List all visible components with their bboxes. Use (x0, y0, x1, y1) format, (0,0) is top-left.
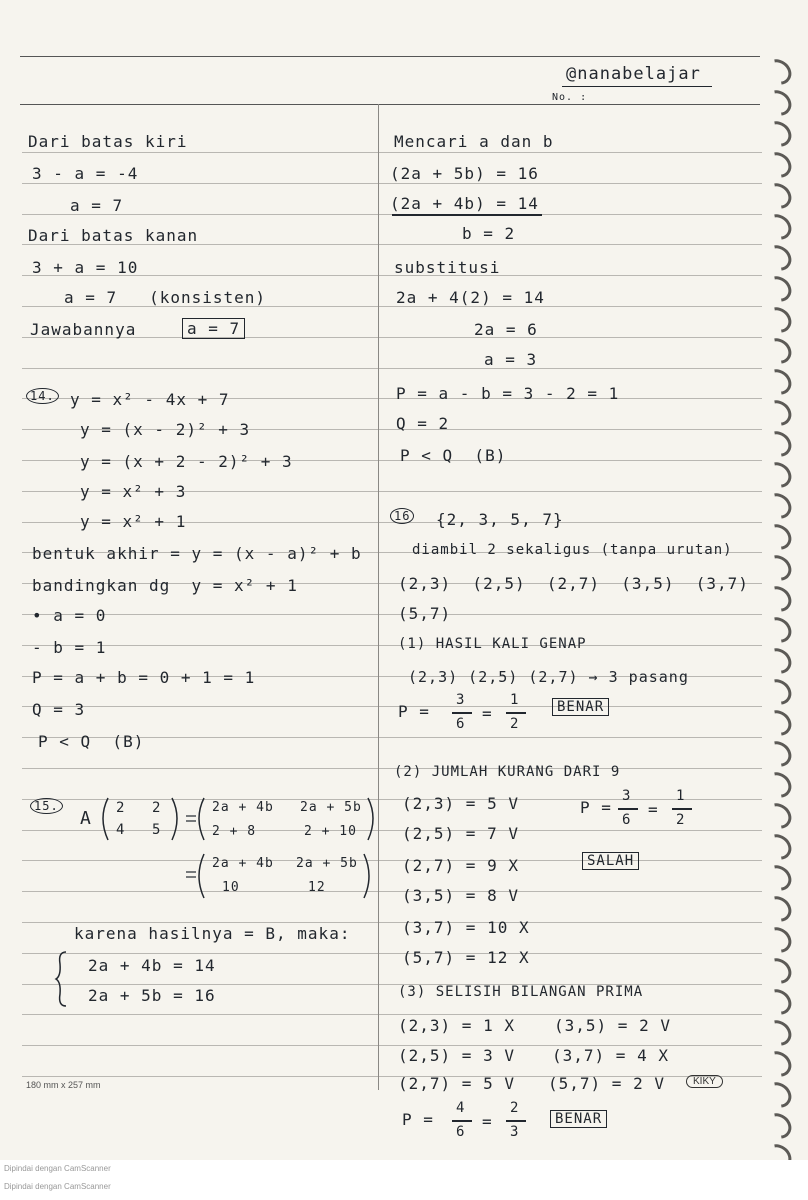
verdict-box: BENAR (550, 1110, 607, 1128)
text-line: (3,5) = 8 V (402, 886, 519, 905)
equals-sign: = (482, 1112, 493, 1131)
text-line: 2a + 4(2) = 14 (396, 288, 545, 307)
text-line: (3,7) = 10 X (402, 918, 530, 937)
matrix-label: A (80, 808, 92, 829)
text-line: (2a + 5b) = 16 (390, 164, 539, 183)
binding-ring (760, 302, 797, 338)
ruled-line (22, 368, 762, 369)
matrix-cell: 10 (222, 880, 240, 895)
binding-ring (760, 1139, 797, 1160)
matrix-cell: 2a + 5b (300, 800, 362, 815)
text-line: y = x² + 3 (80, 482, 187, 501)
binding-ring (760, 54, 797, 90)
text-line: (3,5) = 2 V (554, 1016, 671, 1035)
matrix-cell: 2 + 8 (212, 824, 257, 839)
text-line: P < Q (B) (38, 732, 145, 751)
text-line: Q = 3 (32, 700, 86, 719)
text-line: (2,3) = 1 X (398, 1016, 515, 1035)
fraction-bar (672, 808, 692, 810)
text-line: y = (x + 2 - 2)² + 3 (80, 452, 293, 471)
binding-ring (760, 364, 797, 400)
text-line: (3,7) = 4 X (552, 1046, 669, 1065)
fraction-term: 1 (510, 692, 520, 708)
binding-ring (760, 1015, 797, 1051)
binding-ring (760, 860, 797, 896)
text-line: {2, 3, 5, 7} (436, 510, 564, 529)
author-handle: @nanabelajar (566, 64, 701, 84)
binding-ring (760, 581, 797, 617)
page-number-label: No. : (552, 92, 588, 103)
fraction-term: 3 (622, 788, 632, 804)
text-line: Jawabannya (30, 320, 137, 339)
binding-ring (760, 488, 797, 524)
fraction-bar (452, 712, 472, 714)
binding-ring (760, 953, 797, 989)
text-line: P = a - b = 3 - 2 = 1 (396, 384, 620, 403)
binding-ring (760, 674, 797, 710)
system-brace (54, 950, 68, 1008)
fraction-term: 6 (456, 716, 466, 732)
binding-ring (760, 209, 797, 245)
text-line: 2a + 5b = 16 (88, 986, 216, 1005)
text-line: b = 2 (462, 224, 516, 243)
text-line: 2a = 6 (474, 320, 538, 339)
text-line: a = 7 (konsisten) (64, 288, 267, 307)
binding-ring (760, 1046, 797, 1082)
text-line: y = x² - 4x + 7 (70, 390, 230, 409)
text-line: a = 3 (484, 350, 538, 369)
text-line: (2,5) = 7 V (402, 824, 519, 843)
ruled-line (22, 984, 762, 985)
binding-ring (760, 395, 797, 431)
binding-ring (760, 984, 797, 1020)
binding-ring (760, 1077, 797, 1113)
fraction-term: 6 (456, 1124, 466, 1140)
binding-ring (760, 922, 797, 958)
fraction-term: 2 (510, 1100, 520, 1116)
probability-label: P = (398, 702, 430, 721)
binding-ring (760, 767, 797, 803)
matrix-cell: 2a + 4b (212, 856, 274, 871)
text-line: substitusi (394, 258, 501, 277)
boxed-answer: a = 7 (182, 318, 245, 339)
ruled-line (22, 152, 762, 153)
text-line: P < Q (B) (400, 446, 507, 465)
ruled-line (22, 645, 762, 646)
ruled-line (22, 614, 762, 615)
text-line: y = x² + 1 (80, 512, 187, 531)
equals-sign: = (648, 800, 659, 819)
verdict-box: SALAH (582, 852, 639, 870)
matrix-cell: 12 (308, 880, 326, 895)
text-line: (2) JUMLAH KURANG DARI 9 (394, 764, 621, 780)
matrix-cell: 2 (152, 800, 162, 816)
text-line: (2,3) (2,5) (2,7) → 3 pasang (408, 668, 689, 686)
text-line: (5,7) = 2 V (548, 1074, 665, 1093)
text-line: bentuk akhir = y = (x - a)² + b (32, 544, 362, 563)
scanner-watermark: Dipindai dengan CamScanner (4, 1164, 111, 1173)
text-line: Dari batas kanan (28, 226, 199, 245)
subtract-line (392, 214, 542, 216)
fraction-term: 4 (456, 1100, 466, 1116)
matrix-cell: 2a + 5b (296, 856, 358, 871)
ruled-line (22, 1014, 762, 1015)
text-line: • a = 0 (32, 606, 107, 625)
text-line: 2a + 4b = 14 (88, 956, 216, 975)
equals-sign: = (482, 704, 493, 723)
binding-ring (760, 1108, 797, 1144)
ruled-line (22, 768, 762, 769)
binding-ring (760, 116, 797, 152)
text-line: (2a + 4b) = 14 (390, 194, 539, 213)
text-line: (3) SELISIH BILANGAN PRIMA (398, 984, 644, 1000)
scanner-watermark: Dipindai dengan CamScanner (4, 1182, 111, 1191)
matrix-cell: 4 (116, 822, 126, 838)
ruled-line (22, 922, 762, 923)
verdict-box: BENAR (552, 698, 609, 716)
text-line: diambil 2 sekaligus (tanpa urutan) (412, 542, 733, 558)
text-line: (1) HASIL KALI GENAP (398, 636, 587, 652)
matrix-cell: 2 + 10 (304, 824, 357, 839)
fraction-term: 2 (510, 716, 520, 732)
paper-size-label: 180 mm x 257 mm (26, 1080, 101, 1090)
header-rule-2 (20, 104, 760, 105)
ruled-line (22, 953, 762, 954)
fraction-term: 2 (676, 812, 686, 828)
binding-ring (760, 426, 797, 462)
text-line: (2,3) = 5 V (402, 794, 519, 813)
binding-ring (760, 147, 797, 183)
text-line: (2,7) = 5 V (398, 1074, 515, 1093)
fraction-term: 1 (676, 788, 686, 804)
probability-label: P = (402, 1110, 434, 1129)
problem-number: 16 (390, 508, 414, 524)
text-line: Q = 2 (396, 414, 450, 433)
ruled-line (22, 183, 762, 184)
text-line: - b = 1 (32, 638, 107, 657)
binding-ring (760, 705, 797, 741)
column-divider (378, 104, 379, 1090)
probability-label: P = (580, 798, 612, 817)
handle-underline (562, 86, 712, 87)
binding-ring (760, 612, 797, 648)
binding-ring (760, 519, 797, 555)
text-line: karena hasilnya = B, maka: (74, 924, 351, 943)
binding-ring (760, 240, 797, 276)
text-line: P = a + b = 0 + 1 = 1 (32, 668, 256, 687)
text-line: 3 + a = 10 (32, 258, 139, 277)
fraction-bar (506, 1120, 526, 1122)
text-line: Mencari a dan b (394, 132, 554, 151)
fraction-term: 3 (510, 1124, 520, 1140)
ruled-line (22, 706, 762, 707)
fraction-bar (452, 1120, 472, 1122)
text-line: bandingkan dg y = x² + 1 (32, 576, 298, 595)
binding-ring (760, 457, 797, 493)
text-line: (5,7) = 12 X (402, 948, 530, 967)
text-line: a = 7 (70, 196, 124, 215)
matrix-cell: 2 (116, 800, 126, 816)
matrix-cell: 2a + 4b (212, 800, 274, 815)
problem-number: 15. (30, 798, 63, 814)
text-line: (2,3) (2,5) (2,7) (3,5) (3,7) (398, 574, 749, 593)
binding-ring (760, 333, 797, 369)
matrix-cell: 5 (152, 822, 162, 838)
fraction-bar (506, 712, 526, 714)
text-line: (2,5) = 3 V (398, 1046, 515, 1065)
text-line: 3 - a = -4 (32, 164, 139, 183)
header-rule (20, 56, 760, 57)
binding-ring (760, 550, 797, 586)
binding-ring (760, 643, 797, 679)
binding-ring (760, 829, 797, 865)
binding-ring (760, 798, 797, 834)
text-line: (2,7) = 9 X (402, 856, 519, 875)
brand-logo: KIKY (686, 1075, 723, 1088)
problem-number: 14. (26, 388, 59, 404)
binding-ring (760, 891, 797, 927)
binding-ring (760, 271, 797, 307)
fraction-bar (618, 808, 638, 810)
text-line: Dari batas kiri (28, 132, 188, 151)
binding-ring (760, 736, 797, 772)
fraction-term: 6 (622, 812, 632, 828)
binding-ring (760, 178, 797, 214)
fraction-term: 3 (456, 692, 466, 708)
binding-ring (760, 85, 797, 121)
spiral-binding (760, 20, 804, 1150)
text-line: y = (x - 2)² + 3 (80, 420, 251, 439)
text-line: (5,7) (398, 604, 452, 623)
